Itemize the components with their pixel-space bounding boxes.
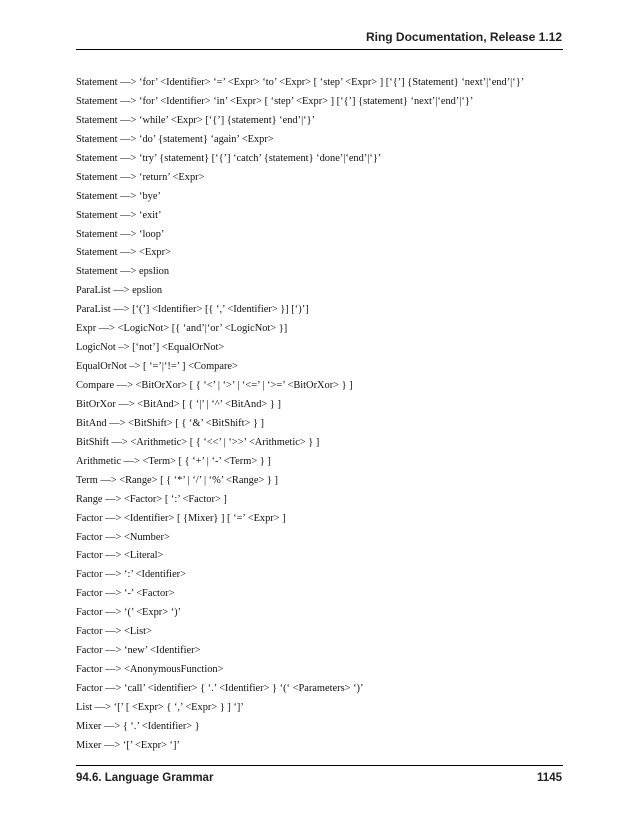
grammar-rule: ParaList —> epslion [76,285,163,297]
header-divider [76,49,563,50]
footer-section-title: 94.6. Language Grammar [76,772,214,784]
grammar-rule: Factor —> ‘:’ <Identifier> [76,569,186,581]
grammar-rule: List —> ‘[’ [ <Expr> { ‘,’ <Expr> } ] ‘]’ [76,701,244,713]
grammar-rule: Arithmetic —> <Term> [ { ‘+’ | ‘-’ <Term> } ] [76,455,271,467]
grammar-rule: Factor —> ‘call’ <identifier> { ‘.’ <Identifier> } ‘(‘ <Parameters> ‘)’ [76,683,364,694]
footer-divider [76,765,563,766]
grammar-rule: Statement —> ‘for’ <Identifier> ‘in’ <Expr> [ ‘step’ <Expr> ] [‘{’] {statement} ‘next’|‘end’|‘}’ [76,95,474,107]
grammar-rule: Range —> <Factor> [ ‘:’ <Factor> ] [76,493,227,505]
grammar-rule: BitOrXor —> <BitAnd> [ { ‘|’ | ‘^’ <BitAnd> } ] [76,398,281,410]
grammar-rule: Statement —> <Expr> [76,247,171,259]
grammar-rule: Factor —> <Identifier> [ {Mixer} ] [ ‘=’ <Expr> ] [76,512,286,524]
grammar-rule: Statement —> ‘try’ {statement} [‘{’] ‘catch’ {statement} ‘done’|‘end’|‘}’ [76,152,382,164]
grammar-rule: LogicNot –> [‘not’] <EqualOrNot> [76,342,225,354]
grammar-rule: Statement —> ‘for’ <Identifier> ‘=’ <Expr> ‘to’ <Expr> [ ‘step’ <Expr> ] [‘{’] {Statement} ‘next’|‘end’|‘}’ [76,77,525,88]
grammar-rule: BitShift —> <Arithmetic> [ { ‘<<’ | ‘>>’ <Arithmetic> } ] [76,436,320,448]
grammar-rule: Factor —> <List> [76,626,152,638]
grammar-rule: Factor —> <Literal> [76,550,164,562]
grammar-rule: Factor —> ‘(’ <Expr> ‘)’ [76,607,182,619]
grammar-rule: Statement —> ‘loop’ [76,228,165,240]
running-header-title: Ring Documentation, Release 1.12 [365,30,562,44]
grammar-rule: Statement —> epslion [76,266,170,278]
grammar-rule: EqualOrNot –> [ ‘=’|‘!=’ ] <Compare> [76,361,238,373]
grammar-rule: Expr —> <LogicNot> [{ ‘and’|‘or’ <LogicNot> }] [76,323,288,335]
grammar-rule: Factor —> <AnonymousFunction> [76,664,224,676]
grammar-rule: Mixer —> ‘[’ <Expr> ‘]’ [76,739,180,751]
grammar-rule: Statement —> ‘while’ <Expr> [‘{’] {statement} ‘end’|‘}’ [76,114,316,126]
grammar-rule: Factor —> ‘-’ <Factor> [76,588,175,600]
grammar-rule: ParaList —> [‘(’] <Identifier> [{ ‘,’ <Identifier> }] [‘)’] [76,304,309,316]
footer-page-number: 1145 [537,772,562,784]
grammar-rule: Term —> <Range> [ { ‘*’ | ‘/’ | ‘%’ <Range> } ] [76,474,278,486]
grammar-rule: Compare —> <BitOrXor> [ { ‘<’ | ‘>’ | ‘<=’ | ‘>=’ <BitOrXor> } ] [76,380,353,391]
grammar-rule: Factor —> ‘new’ <Identifier> [76,645,201,657]
grammar-rule: Factor —> <Number> [76,531,170,543]
grammar-rule: Statement —> ‘do’ {statement} ‘again’ <Expr> [76,133,274,145]
grammar-rules-list [76,74,563,756]
grammar-rule: Statement —> ‘exit’ [76,209,162,221]
grammar-rule: Mixer —> { ‘.’ <Identifier> } [76,720,200,732]
grammar-rule: Statement —> ‘bye’ [76,190,161,202]
grammar-rule: BitAnd —> <BitShift> [ { ‘&’ <BitShift> } ] [76,417,265,429]
grammar-rule: Statement —> ‘return’ <Expr> [76,171,205,183]
